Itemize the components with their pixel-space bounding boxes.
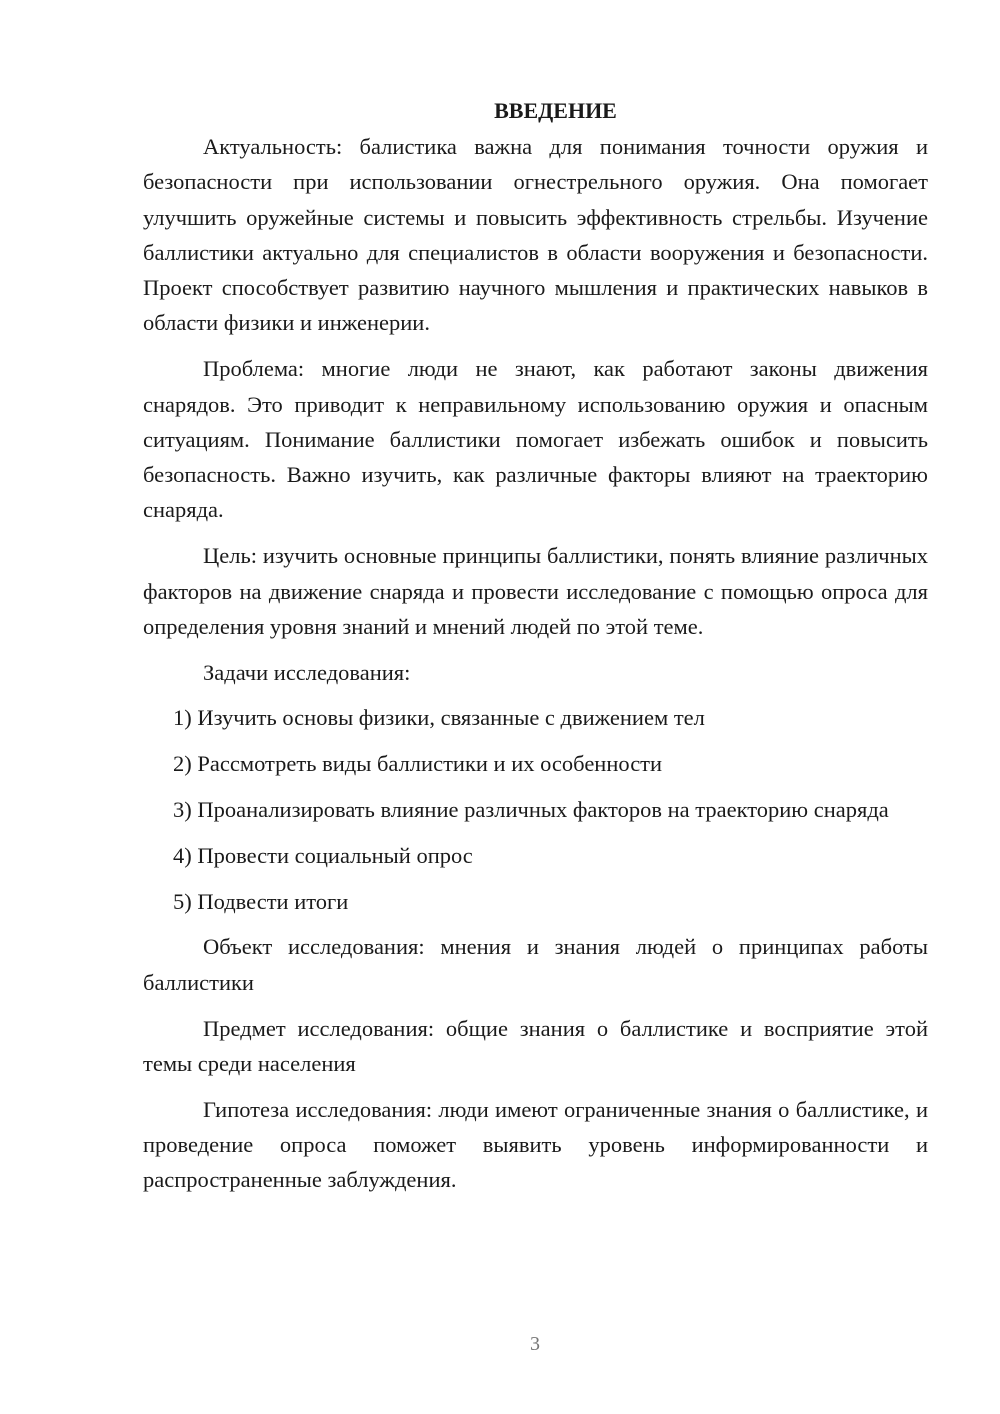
subject-paragraph: Предмет исследования: общие знания о баллистике и восприятие этой темы среди населения xyxy=(143,1015,928,1076)
page-title: ВВЕДЕНИЕ xyxy=(494,98,617,123)
task-item: 5) Подвести итоги xyxy=(173,888,349,914)
page-number: 3 xyxy=(530,1333,540,1355)
tasks-title: Задачи исследования: xyxy=(203,659,411,685)
problem-paragraph: Проблема: многие люди не знают, как работают законы движения снарядов. Это приводит к неправильному использованию оружия и опасным ситуациям. Понимание баллистики помогает избежать ошибок и повысить безопасность. Важно изучить, как различные факторы влияют на траекторию снаряда. xyxy=(143,356,928,523)
object-paragraph: Объект исследования: мнения и знания людей о принципах работы баллистики xyxy=(143,934,928,995)
relevance-paragraph: Актуальность: балистика важна для понимания точности оружия и безопасности при использовании огнестрельного оружия. Она помогает улучшить оружейные системы и повысить эффективность стрельбы. Изучение баллистики актуально для специалистов в области вооружения и безопасности. Проект способствует развитию научного мышления и практических навыков в области физики и инженерии. xyxy=(143,134,928,336)
task-item: 1) Изучить основы физики, связанные с движением тел xyxy=(173,705,705,731)
task-item: 4) Провести социальный опрос xyxy=(173,842,473,868)
hypothesis-paragraph: Гипотеза исследования: люди имеют ограниченные знания о баллистике, и проведение опроса поможет выявить уровень информированности и распространенные заблуждения. xyxy=(143,1096,928,1193)
goal-paragraph: Цель: изучить основные принципы баллистики, понять влияние различных факторов на движение снаряда и провести исследование с помощью опроса для определения уровня знаний и мнений людей по этой теме. xyxy=(143,543,928,639)
task-item: 2) Рассмотреть виды баллистики и их особенности xyxy=(173,751,663,777)
task-item: 3) Проанализировать влияние различных факторов на траекторию снаряда xyxy=(173,797,889,823)
